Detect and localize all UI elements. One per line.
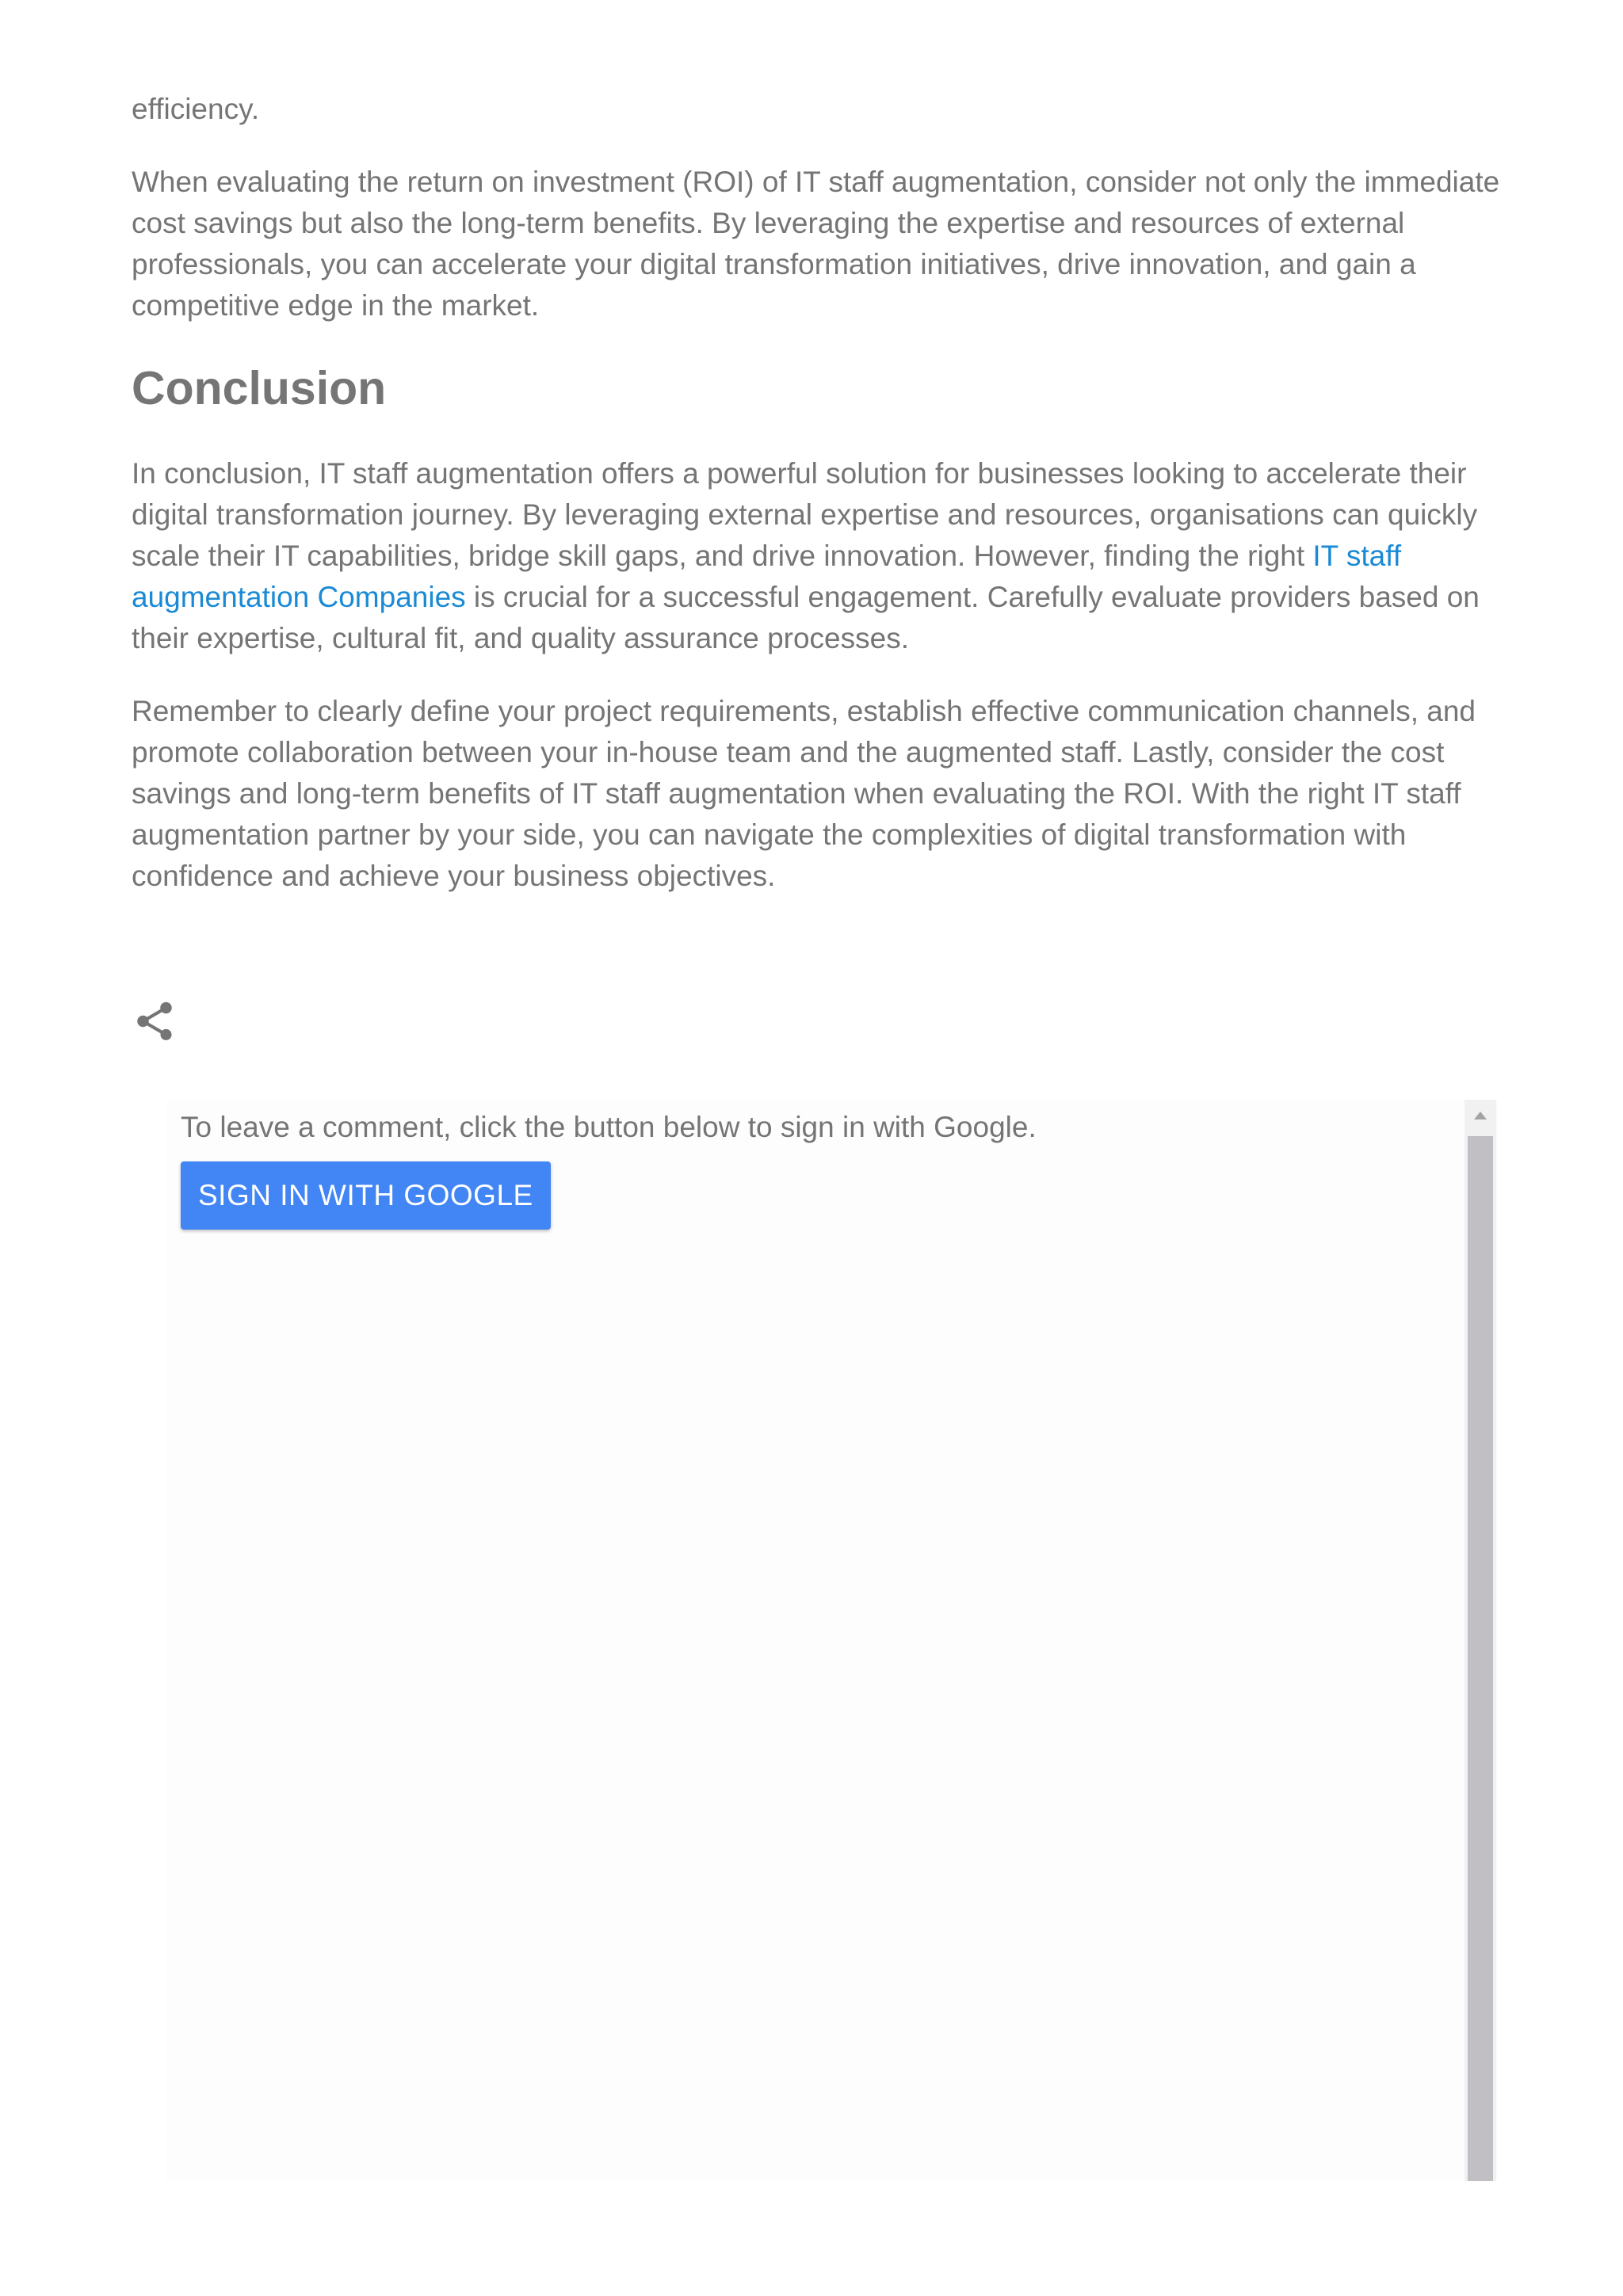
comment-frame (166, 1100, 1498, 2181)
scroll-up-button[interactable] (1465, 1100, 1496, 1131)
scroll-up-arrow-icon (1474, 1112, 1487, 1119)
paragraph-conclusion (132, 453, 1510, 659)
comment-prompt: To leave a comment, click the button below to sign in with Google. (181, 1111, 1037, 1143)
sign-in-with-google-button[interactable]: SIGN IN WITH GOOGLE (181, 1161, 551, 1230)
scrollbar-thumb[interactable] (1468, 1136, 1493, 2181)
paragraph-conclusion-text-1: In conclusion, IT staff augmentation offers a powerful solution for businesses looking to accelerate their digital transformation journey. By leveraging external expertise and resources, organisations can quickly scale their IT capabilities, bridge skill gaps, and drive innovation. However, finding the right (132, 457, 1478, 572)
paragraph-efficiency: efficiency. (132, 93, 260, 125)
paragraph-conclusion-text-2: is crucial for a successful engagement. Carefully evaluate providers based on their expertise, cultural fit, and quality assurance processes. (132, 581, 1480, 654)
it-staff-augmentation-link[interactable]: IT staff augmentation Companies (132, 540, 1402, 613)
conclusion-heading: Conclusion (132, 362, 387, 414)
article-body (132, 89, 1510, 929)
paragraph-roi: When evaluating the return on investment (ROI) of IT staff augmentation, consider not only the immediate cost savings but also the long-term benefits. By leveraging the expertise and resources of external professionals, you can accelerate your digital transformation initiatives, drive innovation, and gain a competitive edge in the market. (132, 166, 1500, 322)
share-icon[interactable] (132, 998, 178, 1044)
comment-scrollbar[interactable] (1465, 1100, 1496, 2181)
paragraph-remember: Remember to clearly define your project requirements, establish effective communication channels, and promote collaboration between your in-house team and the augmented staff. Lastly, consider the cost savings and long-term benefits of IT staff augmentation when evaluating the ROI. With the right IT staff augmentation partner by your side, you can navigate the complexities of digital transformation with confidence and achieve your business objectives. (132, 695, 1476, 892)
